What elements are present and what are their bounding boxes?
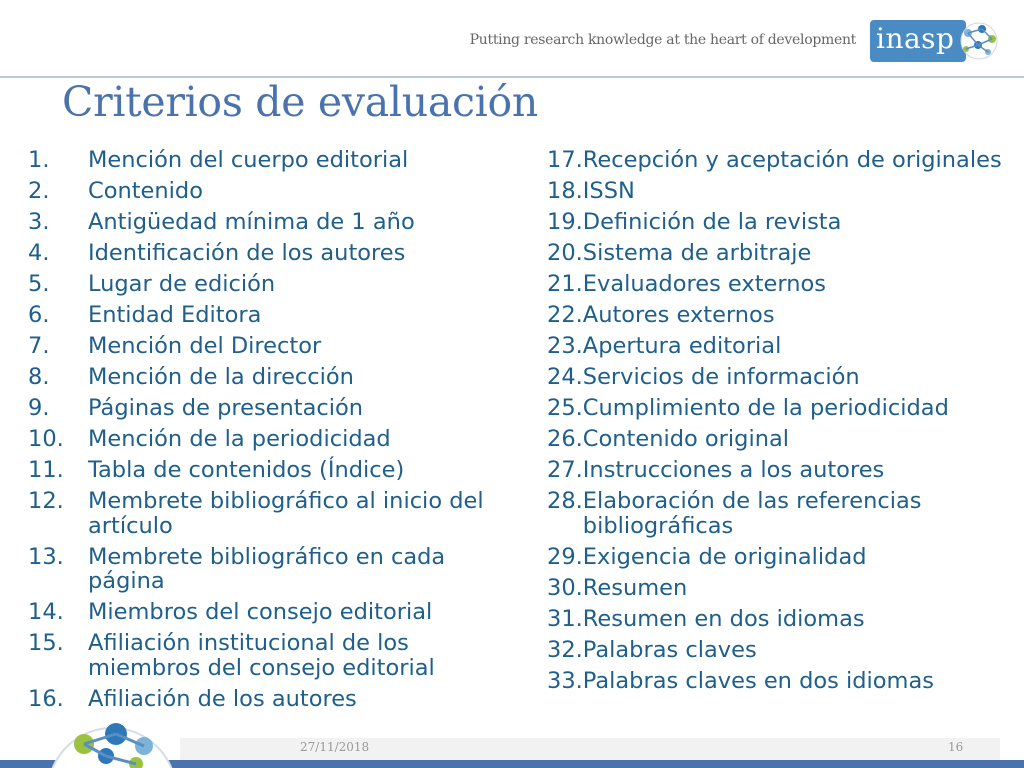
criteria-number: 29. bbox=[547, 543, 583, 570]
criteria-number: 21. bbox=[547, 271, 583, 297]
criteria-text: Membrete bibliográfico en cada página bbox=[88, 543, 446, 594]
globe-network-icon bbox=[952, 20, 1012, 62]
criteria-number: 6. bbox=[28, 302, 50, 328]
criteria-number: 9. bbox=[28, 395, 50, 421]
criteria-text: Resumen en dos idiomas bbox=[582, 605, 865, 632]
criteria-text: Evaluadores externos bbox=[582, 271, 826, 297]
criteria-text: Cumplimiento de la periodicidad bbox=[582, 395, 949, 421]
criteria-text: Palabras claves en dos idiomas bbox=[582, 667, 934, 694]
criteria-number: 18. bbox=[547, 178, 583, 204]
page-number: 16 bbox=[948, 740, 964, 754]
criteria-item bbox=[28, 303, 528, 328]
criteria-item bbox=[547, 396, 1017, 421]
criteria-item bbox=[28, 687, 528, 712]
criteria-number: 31. bbox=[547, 605, 583, 632]
criteria-item bbox=[28, 148, 528, 173]
criteria-number: 30. bbox=[547, 574, 583, 601]
criteria-text: Identificación de los autores bbox=[88, 240, 406, 266]
criteria-item bbox=[547, 148, 1017, 173]
criteria-number: 14. bbox=[28, 599, 64, 625]
tagline: Putting research knowledge at the heart of development bbox=[469, 32, 856, 48]
criteria-text: Apertura editorial bbox=[582, 333, 782, 359]
criteria-item bbox=[547, 272, 1017, 297]
criteria-text: Recepción y aceptación de originales bbox=[582, 147, 1002, 173]
criteria-item bbox=[547, 210, 1017, 235]
criteria-text: Lugar de edición bbox=[88, 271, 276, 297]
criteria-text: Afiliación de los autores bbox=[88, 685, 357, 712]
criteria-number: 7. bbox=[28, 333, 50, 359]
criteria-number: 27. bbox=[547, 457, 583, 483]
criteria-text: Autores externos bbox=[582, 302, 775, 328]
criteria-text: Miembros del consejo editorial bbox=[88, 599, 433, 625]
criteria-number: 22. bbox=[547, 302, 583, 328]
criteria-item bbox=[28, 545, 528, 594]
criteria-item bbox=[28, 489, 528, 538]
criteria-text: Afiliación institucional de los miembros del consejo editorial bbox=[88, 630, 435, 681]
criteria-item bbox=[28, 631, 528, 680]
logo-text: inasp bbox=[876, 22, 955, 55]
globe-network-icon bbox=[44, 722, 184, 768]
criteria-number: 25. bbox=[547, 395, 583, 421]
criteria-number: 32. bbox=[547, 636, 583, 663]
criteria-text: Mención de la periodicidad bbox=[88, 426, 391, 452]
criteria-item bbox=[28, 210, 528, 235]
slide-header bbox=[0, 0, 1024, 76]
criteria-number: 4. bbox=[28, 240, 50, 266]
criteria-item bbox=[547, 365, 1017, 390]
footer-date: 27/11/2018 bbox=[300, 740, 370, 754]
criteria-number: 10. bbox=[28, 426, 64, 452]
criteria-item bbox=[28, 365, 528, 390]
criteria-text: Sistema de arbitraje bbox=[582, 240, 812, 266]
footer-globe-graphic bbox=[44, 722, 184, 768]
criteria-item bbox=[547, 545, 1017, 570]
criteria-text: Membrete bibliográfico al inicio del artículo bbox=[88, 488, 484, 539]
criteria-number: 2. bbox=[28, 178, 50, 204]
criteria-item bbox=[547, 576, 1017, 601]
criteria-item bbox=[547, 607, 1017, 632]
criteria-number: 13. bbox=[28, 543, 64, 570]
criteria-item bbox=[28, 427, 528, 452]
criteria-number: 8. bbox=[28, 364, 50, 390]
criteria-text: Palabras claves bbox=[582, 636, 757, 663]
criteria-list-right bbox=[547, 148, 1017, 700]
criteria-item bbox=[547, 303, 1017, 328]
criteria-text: Antigüedad mínima de 1 año bbox=[88, 209, 415, 235]
criteria-item bbox=[547, 334, 1017, 359]
criteria-number: 28. bbox=[547, 488, 583, 514]
criteria-item bbox=[547, 427, 1017, 452]
criteria-number: 26. bbox=[547, 426, 583, 452]
criteria-text: Páginas de presentación bbox=[88, 395, 364, 421]
criteria-item bbox=[547, 241, 1017, 266]
criteria-text: ISSN bbox=[582, 178, 635, 204]
criteria-number: 12. bbox=[28, 488, 64, 514]
criteria-item bbox=[28, 600, 528, 625]
criteria-text: Tabla de contenidos (Índice) bbox=[88, 457, 405, 483]
criteria-item bbox=[28, 334, 528, 359]
criteria-item bbox=[547, 179, 1017, 204]
criteria-text: Entidad Editora bbox=[88, 302, 262, 328]
criteria-number: 16. bbox=[28, 685, 64, 712]
criteria-number: 17. bbox=[547, 147, 583, 173]
criteria-number: 20. bbox=[547, 240, 583, 266]
criteria-text: Resumen bbox=[582, 574, 688, 601]
criteria-item bbox=[547, 669, 1017, 694]
criteria-text: Mención del cuerpo editorial bbox=[88, 147, 409, 173]
criteria-list-left bbox=[28, 148, 528, 718]
criteria-number: 11. bbox=[28, 457, 64, 483]
criteria-item bbox=[28, 241, 528, 266]
criteria-item bbox=[28, 272, 528, 297]
criteria-number: 24. bbox=[547, 364, 583, 390]
criteria-number: 5. bbox=[28, 271, 50, 297]
criteria-item bbox=[28, 458, 528, 483]
criteria-text: Mención del Director bbox=[88, 333, 322, 359]
criteria-number: 33. bbox=[547, 667, 583, 694]
criteria-item bbox=[28, 396, 528, 421]
inasp-logo bbox=[870, 20, 1004, 62]
criteria-item bbox=[547, 489, 1017, 538]
criteria-item bbox=[28, 179, 528, 204]
criteria-text: Elaboración de las referencias bibliográficas bbox=[582, 488, 922, 539]
criteria-text: Servicios de información bbox=[582, 364, 860, 390]
criteria-text: Mención de la dirección bbox=[88, 364, 354, 390]
criteria-text: Contenido bbox=[88, 178, 203, 204]
criteria-text: Definición de la revista bbox=[582, 209, 842, 235]
criteria-item bbox=[547, 458, 1017, 483]
criteria-number: 15. bbox=[28, 630, 64, 656]
criteria-item bbox=[547, 638, 1017, 663]
criteria-number: 1. bbox=[28, 147, 50, 173]
criteria-number: 23. bbox=[547, 333, 583, 359]
slide-title: Criterios de evaluación bbox=[62, 78, 538, 126]
criteria-number: 19. bbox=[547, 209, 583, 235]
criteria-text: Exigencia de originalidad bbox=[582, 543, 867, 570]
criteria-number: 3. bbox=[28, 209, 50, 235]
criteria-text: Contenido original bbox=[582, 426, 790, 452]
criteria-text: Instrucciones a los autores bbox=[582, 457, 885, 483]
